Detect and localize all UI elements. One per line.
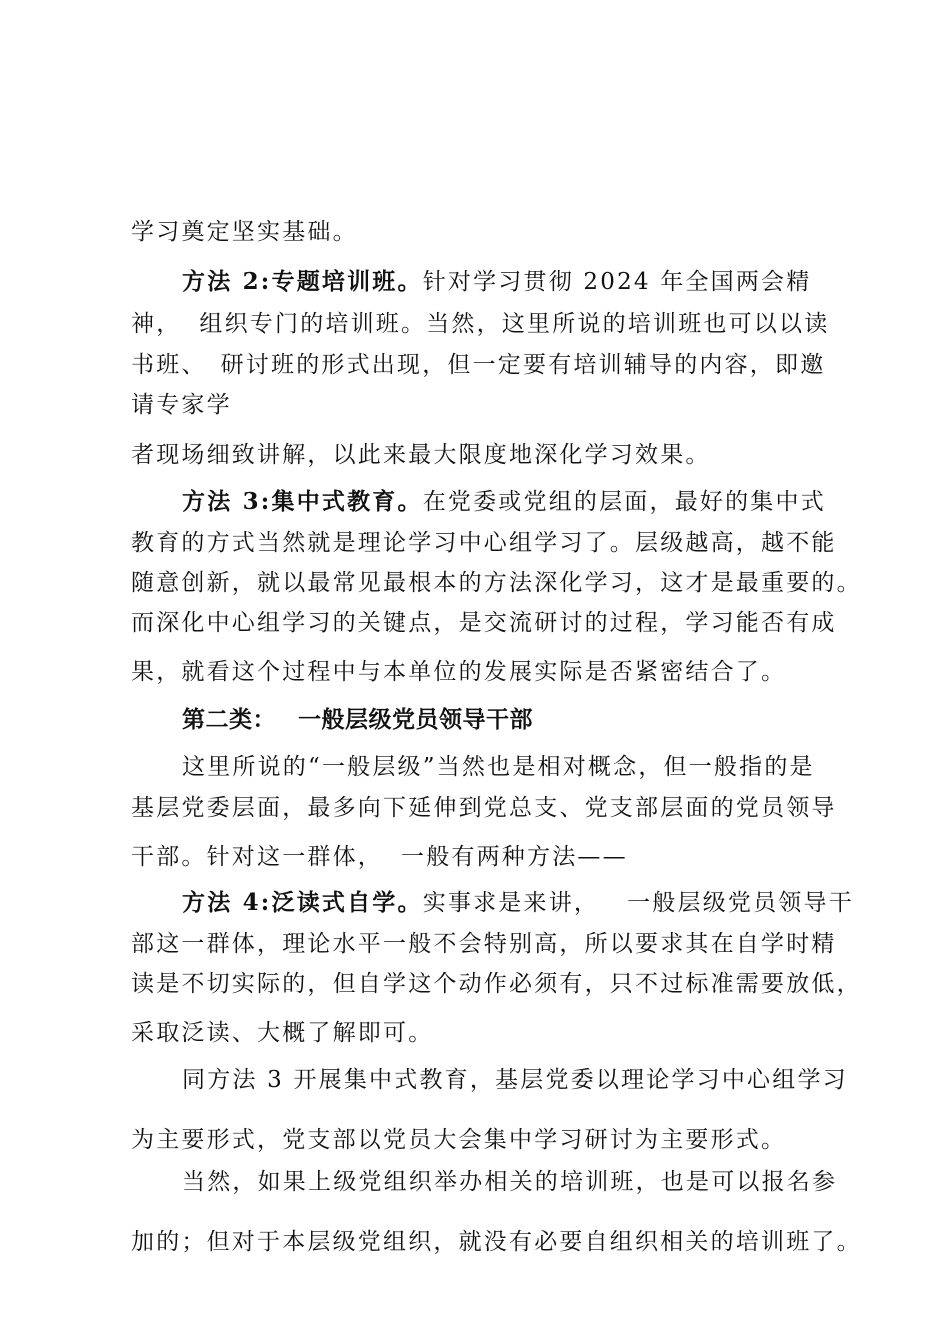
text-line <box>131 528 837 558</box>
method-3-line-1 <box>182 487 826 517</box>
text-line <box>131 793 837 823</box>
text-span: 部这一群体，理论水平一般不会特别高，所以要求其在自学时精 <box>131 931 837 957</box>
text-span: 研讨班的形式出现，但一定要有培训辅导的内容，即邀 <box>220 352 826 378</box>
text-span: 组织专门的培训班。当然，这里所说的培训班也可以以读 <box>199 311 830 337</box>
text-span: 同方法 3 开展集中式教育，基层党委以理论学习中心组学习 <box>182 1067 848 1093</box>
text-span: 神， <box>131 311 182 337</box>
text-line <box>131 929 837 959</box>
text-span: 一般层级党员领导干 <box>627 890 854 916</box>
text-line <box>131 969 862 999</box>
text-line <box>131 568 862 598</box>
text-line <box>131 608 837 638</box>
text-line <box>131 657 786 687</box>
text-line <box>131 440 711 470</box>
section-heading-title: 一般层级党员领导干部 <box>298 707 533 733</box>
text-span: 加的；但对于本层级党组织，就没有必要自组织相关的培训班了。 <box>131 1229 862 1255</box>
text-span: 在党委或党组的层面，最好的集中式 <box>422 489 826 515</box>
text-span: 针对学习贯彻 2024 年全国两会精 <box>422 269 812 295</box>
text-span: 干部。针对这一群体， <box>131 844 383 870</box>
text-span: 基层党委层面，最多向下延伸到党总支、党支部层面的党员领导 <box>131 795 837 821</box>
text-span: 这里所说的“一般层级”当然也是相对概念，但一般指的是 <box>182 754 815 780</box>
text-span: 教育的方式当然就是理论学习中心组学习了。层级越高，越不能 <box>131 530 837 556</box>
text-span: 书班、 <box>131 352 207 378</box>
text-span: 当然，如果上级党组织举办相关的培训班，也是可以报名参 <box>182 1169 838 1195</box>
method-2-label: 方法 2:专题培训班。 <box>182 268 423 295</box>
text-line <box>131 1018 433 1048</box>
text-line <box>182 1167 837 1197</box>
text-line <box>131 842 628 872</box>
text-line <box>182 1065 848 1095</box>
section-heading <box>182 705 533 735</box>
text-span: 随意创新，就以最常见最根本的方法深化学习，这才是最重要的。 <box>131 570 862 596</box>
text-span: 读是不切实际的，但自学这个动作必须有，只不过标准需要放低， <box>131 971 862 997</box>
text-span: 果，就看这个过程中与本单位的发展实际是否紧密结合了。 <box>131 659 787 685</box>
text-line <box>131 1125 786 1155</box>
text-span: 者现场细致讲解，以此来最大限度地深化学习效果。 <box>131 442 711 468</box>
text-span: 而深化中心组学习的关键点，是交流研讨的过程，学习能否有成 <box>131 610 837 636</box>
section-heading-prefix: 第二类： <box>182 707 276 733</box>
text-line <box>131 390 232 420</box>
text-span: 采取泛读、大概了解即可。 <box>131 1020 434 1046</box>
text-span: 为主要形式，党支部以党员大会集中学习研讨为主要形式。 <box>131 1127 787 1153</box>
text-line <box>131 309 829 339</box>
text-span: 实事求是来讲， <box>422 890 600 916</box>
method-3-label: 方法 3:集中式教育。 <box>182 488 423 515</box>
method-4-line-1 <box>182 888 854 918</box>
text-span: 学习奠定坚实基础。 <box>131 219 358 245</box>
text-line <box>131 217 358 247</box>
method-2-line-1 <box>182 267 811 297</box>
method-4-label: 方法 4:泛读式自学。 <box>182 889 423 916</box>
text-line <box>131 350 825 380</box>
text-line <box>182 752 815 782</box>
text-span: 请专家学 <box>131 392 232 418</box>
text-line <box>131 1227 862 1257</box>
text-span: 一般有两种方法—— <box>401 844 628 870</box>
